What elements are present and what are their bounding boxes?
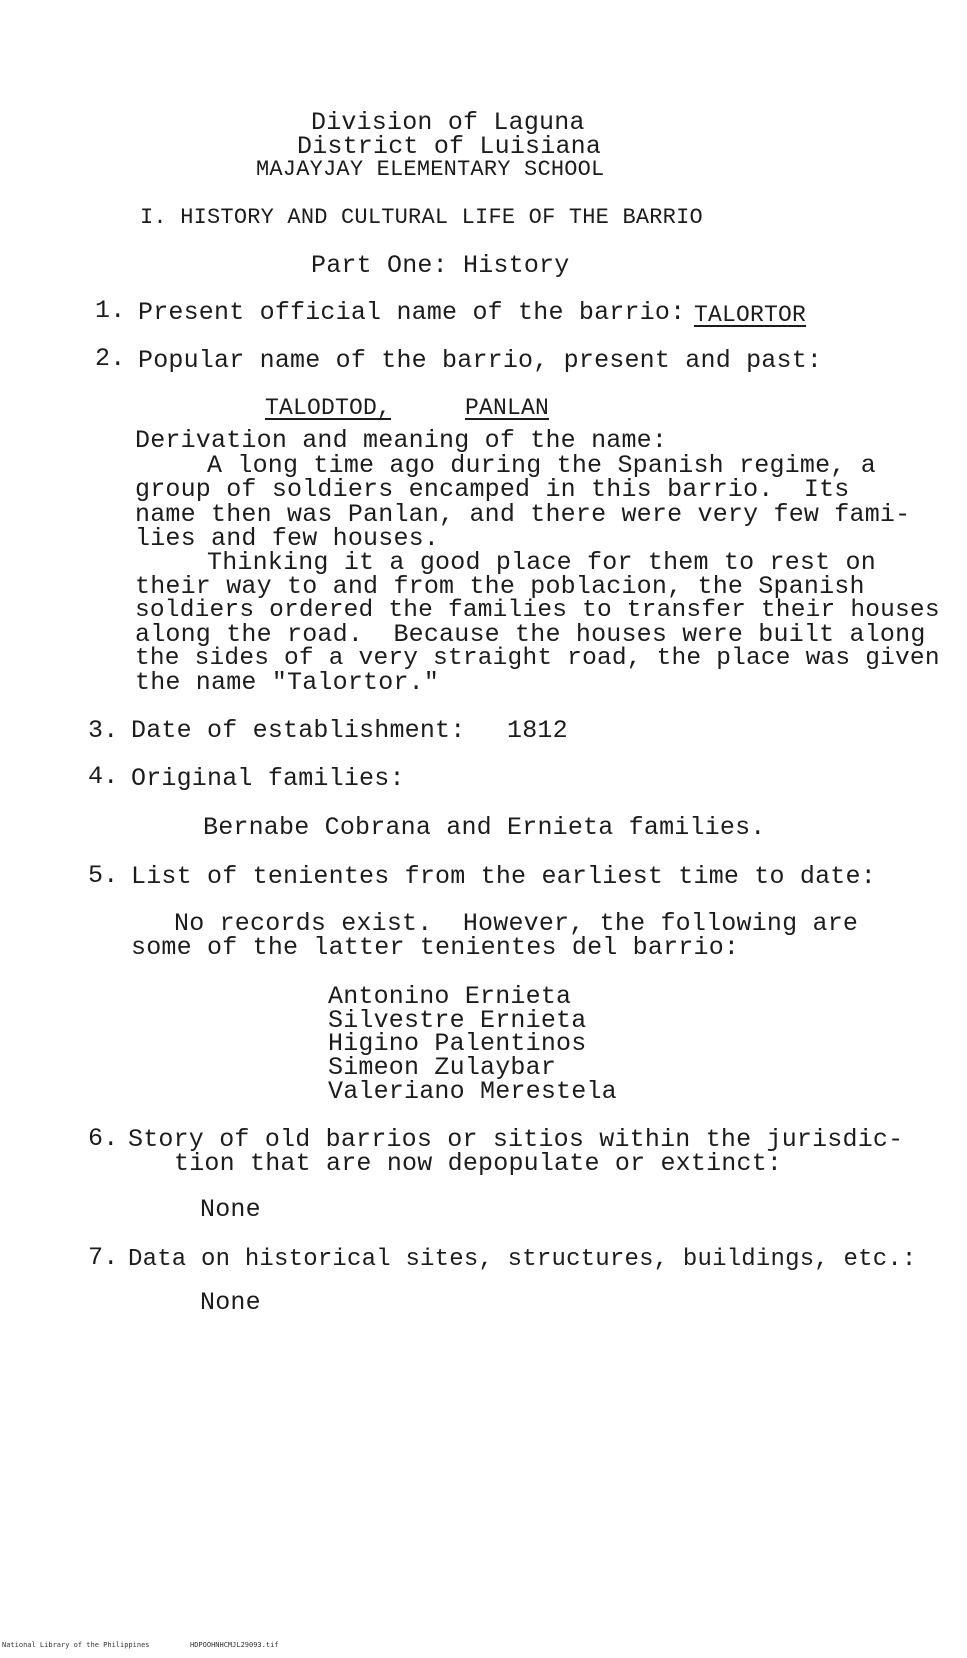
list-item: Valeriano Merestela [328,1077,617,1106]
paragraph-line: Thinking it a good place for them to rest on [207,548,876,577]
item-1-value: TALORTOR [694,302,807,328]
paragraph-line: along the road. Because the houses were built along [135,620,926,649]
list-item: Higino Palentinos [328,1029,587,1058]
item-4-number: 4. [88,762,119,791]
division-line: Division of Laguna [311,108,585,137]
part-title: Part One: History [311,251,570,280]
item-7-number: 7. [88,1243,119,1272]
item-6-number: 6. [88,1124,119,1153]
section-title: I. HISTORY AND CULTURAL LIFE OF THE BARRIO [140,205,703,230]
item-3-value: 1812 [507,716,568,745]
item-1-label: Present official name of the barrio: [138,298,686,327]
paragraph-line: the sides of a very straight road, the place was given [135,645,940,672]
paragraph-line: their way to and from the poblacion, the Spanish [135,572,865,601]
paragraph-line: name then was Panlan, and there were very few fami- [135,500,911,529]
list-item: Antonino Ernieta [328,982,572,1011]
paragraph-line: lies and few houses. [135,524,440,553]
paragraph-line: soldiers ordered the families to transfer their houses [135,597,940,624]
item-5-note-line: No records exist. However, the following are [174,909,859,938]
item-2-label: Popular name of the barrio, present and past: [138,346,823,375]
derivation-label: Derivation and meaning of the name: [135,426,668,455]
item-4-value: Bernabe Cobrana and Ernieta families. [203,813,766,842]
item-6-value: None [200,1195,261,1224]
paragraph-line: group of soldiers encamped in this barrio. Its [135,475,850,504]
list-item: Simeon Zulaybar [328,1053,557,1082]
item-3-label: Date of establishment: [131,716,466,745]
item-3-number: 3. [88,716,119,745]
item-5-label: List of tenientes from the earliest time to date: [131,862,876,891]
district-line: District of Luisiana [297,132,602,161]
paragraph-line: A long time ago during the Spanish regime, a [207,451,876,480]
item-6-label-line: Story of old barrios or sitios within the jurisdic- [128,1125,904,1154]
item-2-name-present: TALODTOD, [265,395,392,421]
school-line: MAJAYJAY ELEMENTARY SCHOOL [256,157,605,182]
item-2-name-past: PANLAN [465,395,550,421]
item-5-note-line: some of the latter tenientes del barrio: [131,933,740,962]
item-1-number: 1. [95,296,126,325]
footer-library: National Library of the Philippines [2,1641,150,1649]
item-6-label-line: tion that are now depopulate or extinct: [174,1149,783,1178]
item-7-label: Data on historical sites, structures, buildings, etc.: [128,1246,917,1273]
footer-filename: HDPOOHNHCMJL29093.tif [190,1641,279,1649]
item-5-number: 5. [88,861,119,890]
paragraph-line: the name "Talortor." [135,668,440,697]
item-2-number: 2. [95,344,126,373]
list-item: Silvestre Ernieta [328,1006,587,1035]
item-4-label: Original families: [131,764,405,793]
item-7-value: None [200,1288,261,1317]
